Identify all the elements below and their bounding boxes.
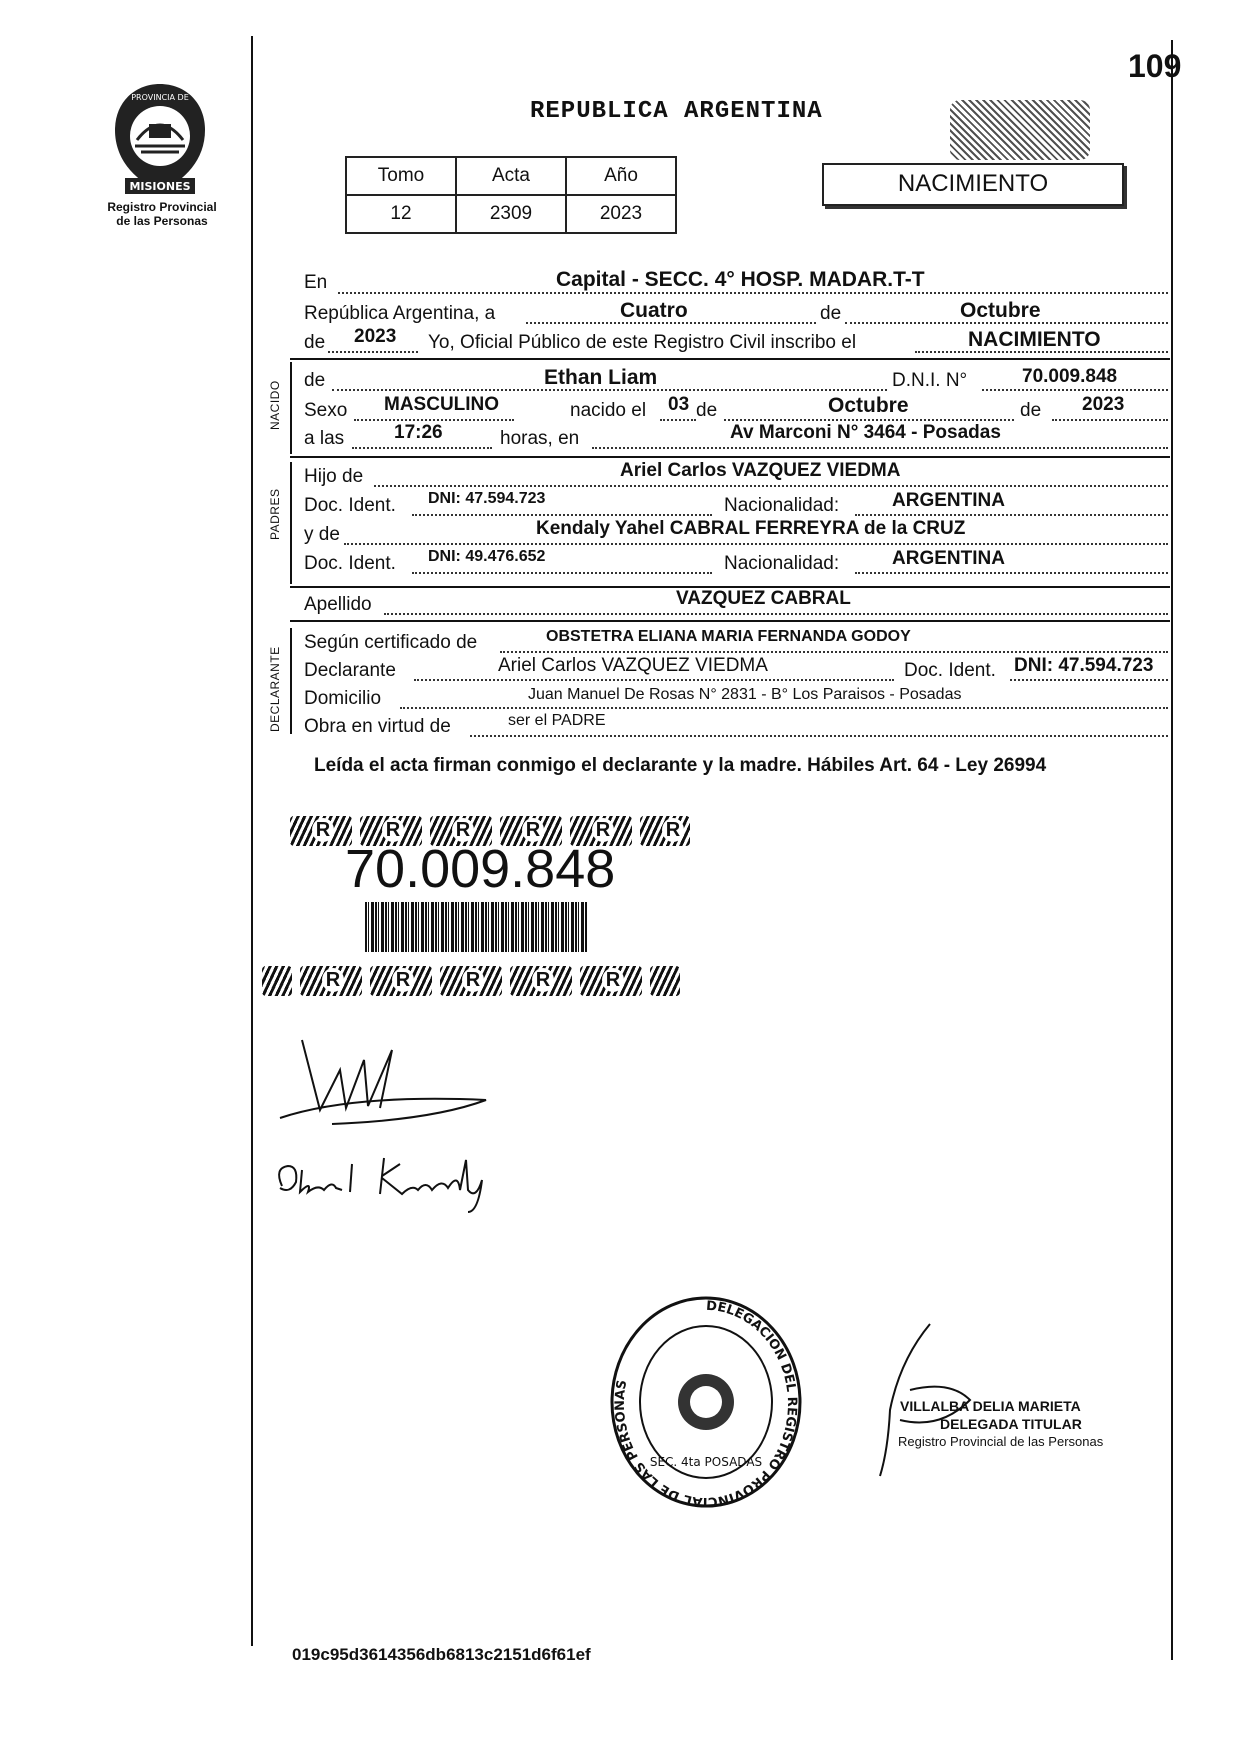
security-glyph <box>650 966 680 996</box>
dots <box>855 514 1168 516</box>
en-value: Capital - SECC. 4° HOSP. MADAR.T-T <box>556 268 925 291</box>
security-glyph-letter: R <box>312 818 334 842</box>
security-glyph-letter: R <box>462 968 484 992</box>
section-divider <box>290 456 1170 458</box>
declarante-side-label: DECLARANTE <box>268 646 282 732</box>
mother-nationality: ARGENTINA <box>892 548 1005 569</box>
security-glyph-letter: R <box>322 968 344 992</box>
padres-bar <box>290 462 292 584</box>
birth-day: 03 <box>668 394 690 415</box>
birth-time: 17:26 <box>394 422 443 443</box>
security-glyph <box>290 816 352 846</box>
svg-text:SEC. 4ta POSADAS: SEC. 4ta POSADAS <box>649 1455 763 1469</box>
security-glyph <box>370 966 432 996</box>
official-title: DELEGADA TITULAR <box>940 1416 1082 1432</box>
year-value: 2023 <box>354 326 397 347</box>
certificado-label: Según certificado de <box>304 632 478 653</box>
child-dni: 70.009.848 <box>1022 366 1118 387</box>
birth-year: 2023 <box>1082 394 1125 415</box>
father-nac-label: Nacionalidad: <box>724 495 840 516</box>
page-number: 109 <box>1128 48 1182 84</box>
dots <box>328 351 418 353</box>
dots <box>724 419 1014 421</box>
declarante-doc-label: Doc. Ident. <box>904 660 996 681</box>
security-band-bottom <box>262 966 680 996</box>
svg-text:DELEGACION DEL REGISTRO PROVIN: DELEGACION DEL REGISTRO PROVINCIAL DE LAS PERSONAS <box>612 1298 800 1510</box>
record-value-acta: 2309 <box>456 195 566 233</box>
province-logo <box>105 80 215 198</box>
section-divider <box>290 358 1170 360</box>
security-glyph <box>580 966 642 996</box>
security-emblem <box>950 100 1090 160</box>
dots <box>354 419 514 421</box>
security-glyph-letter: R <box>392 968 414 992</box>
day-value: Cuatro <box>620 299 688 322</box>
document-title: REPUBLICA ARGENTINA <box>530 98 823 125</box>
sexo-value: MASCULINO <box>384 394 500 415</box>
dots <box>660 419 696 421</box>
nacido-side-label: NACIDO <box>268 380 282 430</box>
declarante-bar <box>290 628 292 734</box>
mother-signature <box>272 1150 502 1225</box>
mother-doc-label: Doc. Ident. <box>304 553 396 574</box>
official-stamp <box>606 1290 806 1515</box>
declarante-doc: DNI: 47.594.723 <box>1014 655 1154 676</box>
section-divider <box>290 620 1170 622</box>
declarant-signature <box>272 1030 512 1145</box>
en-label: En <box>304 272 328 293</box>
sexo-label: Sexo <box>304 400 348 421</box>
hijo-de-label: Hijo de <box>304 466 364 487</box>
document-hash: 019c95d3614356db6813c2151d6f61ef <box>292 1645 591 1664</box>
dots <box>384 613 1168 615</box>
de-label: de <box>820 303 842 324</box>
horas-label: horas, en <box>500 428 580 449</box>
father-doc: DNI: 47.594.723 <box>428 490 546 507</box>
birth-month: Octubre <box>828 394 909 417</box>
official-name: VILLALBA DELIA MARIETA <box>900 1398 1081 1414</box>
security-glyph-letter: R <box>602 968 624 992</box>
nacido-bar <box>290 362 292 454</box>
security-glyph <box>510 966 572 996</box>
logo-caption-line1: Registro Provincial <box>107 200 217 214</box>
dots <box>470 735 1168 737</box>
father-nationality: ARGENTINA <box>892 490 1005 511</box>
father-name: Ariel Carlos VAZQUEZ VIEDMA <box>620 460 901 481</box>
y-de-label: y de <box>304 524 340 545</box>
mother-nac-label: Nacionalidad: <box>724 553 840 574</box>
father-doc-label: Doc. Ident. <box>304 495 396 516</box>
nacido-el-label: nacido el <box>570 400 647 421</box>
security-glyph-letter: R <box>452 818 474 842</box>
left-margin-line <box>251 36 253 1646</box>
dots <box>344 543 1168 545</box>
official-office: Registro Provincial de las Personas <box>898 1434 1104 1449</box>
padres-side-label: PADRES <box>268 488 282 540</box>
id-number-print: 70.009.848 <box>345 839 616 899</box>
birth-place: Av Marconi N° 3464 - Posadas <box>730 422 1001 443</box>
dots <box>592 447 1168 449</box>
dots <box>374 485 1168 487</box>
logo-caption <box>92 200 232 228</box>
obra-value: ser el PADRE <box>508 712 606 729</box>
inscribo-value: NACIMIENTO <box>968 328 1101 351</box>
a-las-label: a las <box>304 428 345 449</box>
dots <box>414 679 894 681</box>
dots <box>338 292 1168 294</box>
dots <box>1052 419 1168 421</box>
dots <box>412 572 712 574</box>
record-table <box>345 156 677 234</box>
svg-text:MISIONES: MISIONES <box>129 180 191 193</box>
domicilio-value: Juan Manuel De Rosas N° 2831 - B° Los Paraisos - Posadas <box>528 686 962 703</box>
nacido-de-label: de <box>304 370 326 391</box>
record-header-ano: Año <box>566 157 676 195</box>
record-value-tomo: 12 <box>346 195 456 233</box>
apellido-label: Apellido <box>304 594 372 615</box>
document-type-box: NACIMIENTO <box>822 163 1124 206</box>
record-header-acta: Acta <box>456 157 566 195</box>
dni-label: D.N.I. N° <box>892 370 968 391</box>
security-glyph-letter: R <box>382 818 404 842</box>
security-glyph <box>300 966 362 996</box>
mother-name: Kendaly Yahel CABRAL FERREYRA de la CRUZ <box>536 518 966 539</box>
dots <box>500 651 1168 653</box>
dots <box>352 447 492 449</box>
security-glyph-letter: R <box>592 818 614 842</box>
security-glyph-letter: R <box>662 818 684 842</box>
de-label-3: de <box>1020 400 1042 421</box>
logo-caption-line2: de las Personas <box>116 214 208 228</box>
apellido-value: VAZQUEZ CABRAL <box>676 588 851 609</box>
security-glyph <box>262 966 292 996</box>
inscribo-text: Yo, Oficial Público de este Registro Civil inscribo el <box>428 332 857 353</box>
right-margin-line <box>1171 40 1173 1660</box>
domicilio-label: Domicilio <box>304 688 382 709</box>
declarante-value: Ariel Carlos VAZQUEZ VIEDMA <box>498 655 768 676</box>
month-value: Octubre <box>960 299 1041 322</box>
security-glyph-letter: R <box>522 818 544 842</box>
security-glyph-letter: R <box>532 968 554 992</box>
certificado-value: OBSTETRA ELIANA MARIA FERNANDA GODOY <box>546 628 911 645</box>
security-glyph <box>440 966 502 996</box>
de-label-2: de <box>696 400 718 421</box>
dots <box>412 514 712 516</box>
obra-label: Obra en virtud de <box>304 716 451 737</box>
svg-text:PROVINCIA DE: PROVINCIA DE <box>131 93 189 102</box>
record-value-ano: 2023 <box>566 195 676 233</box>
dots <box>1010 679 1168 681</box>
year-prefix: de <box>304 332 326 353</box>
record-header-tomo: Tomo <box>346 157 456 195</box>
dots <box>982 389 1168 391</box>
mother-doc: DNI: 49.476.652 <box>428 548 546 565</box>
security-glyph <box>640 816 690 846</box>
republica-label: República Argentina, a <box>304 303 496 324</box>
declarante-label: Declarante <box>304 660 396 681</box>
child-name: Ethan Liam <box>544 366 658 389</box>
barcode <box>365 902 587 952</box>
closing-note: Leída el acta firman conmigo el declarante y la madre. Hábiles Art. 64 - Ley 26994 <box>314 755 1047 776</box>
dots <box>400 707 1168 709</box>
dots <box>855 572 1168 574</box>
